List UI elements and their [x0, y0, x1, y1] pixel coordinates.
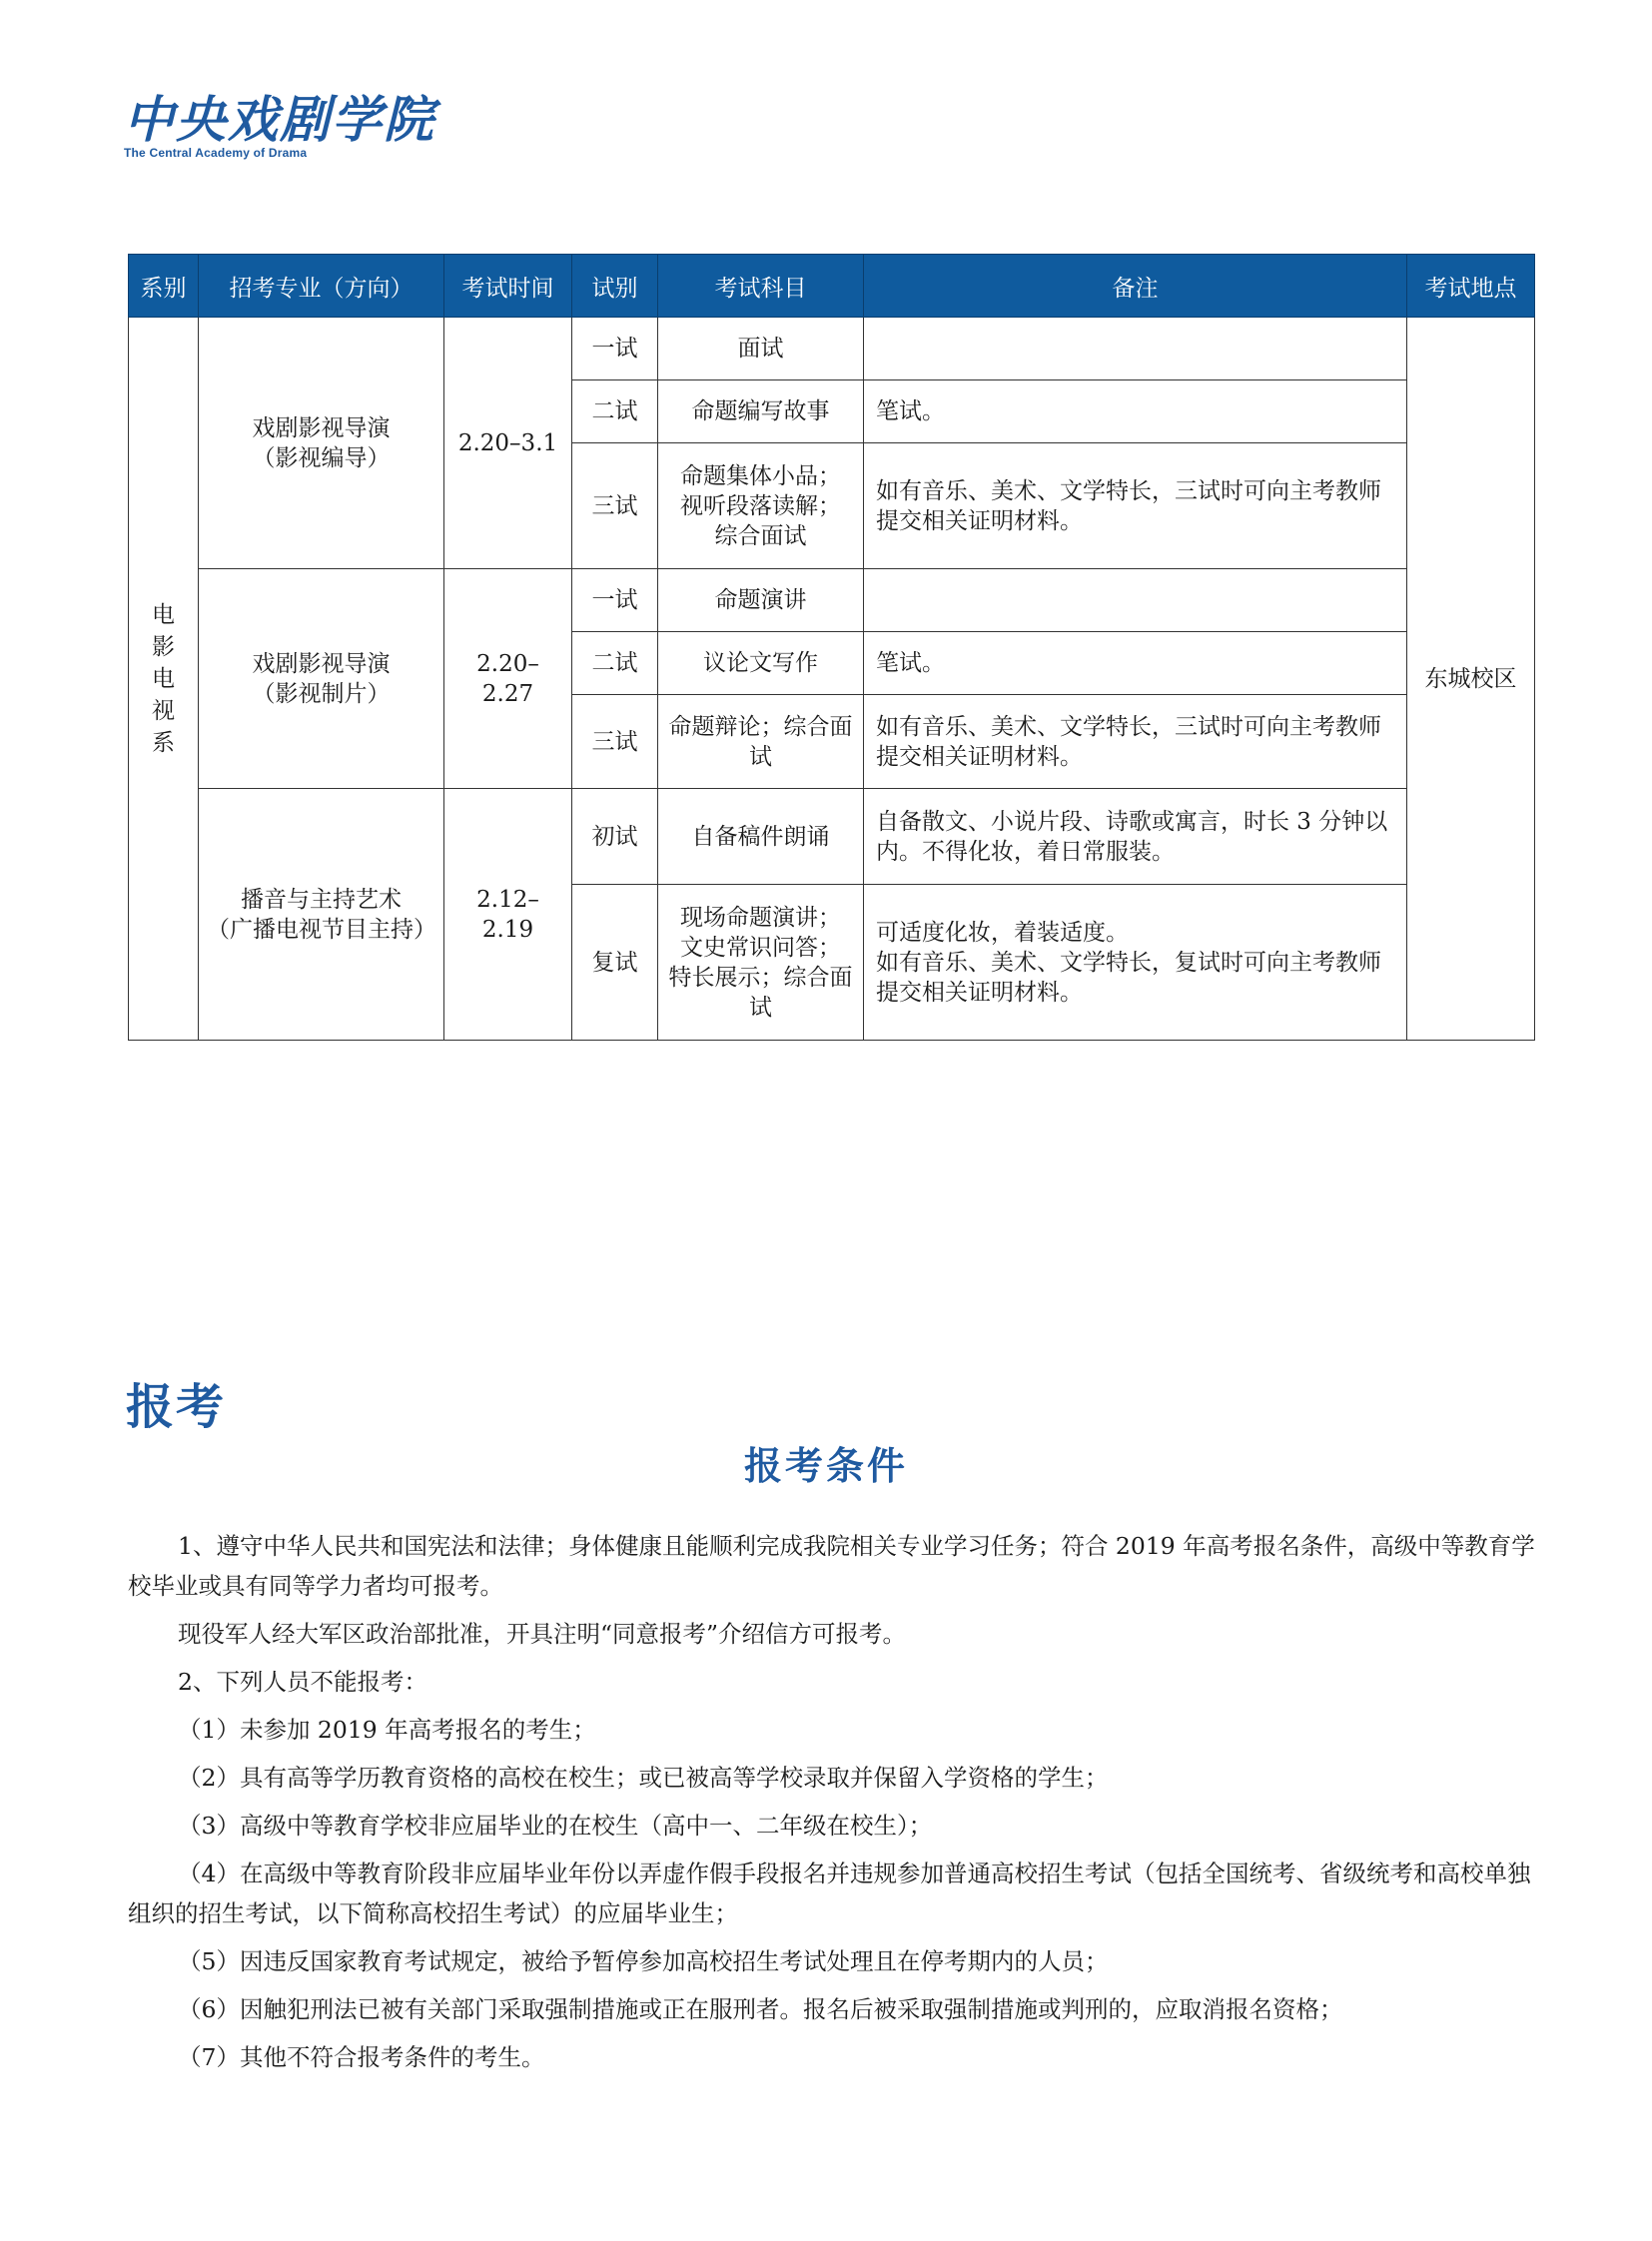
subject-text: 现场命题演讲； 文史常识问答； 特长展示；综合面试	[668, 904, 853, 1021]
exam-time-cell: 2.12–2.19	[444, 789, 572, 1041]
header-time: 考试时间	[444, 255, 572, 318]
major-name: 戏剧影视导演 （影视编导）	[252, 414, 391, 471]
subject-cell: 面试	[658, 318, 864, 380]
subject-cell: 命题演讲	[658, 569, 864, 632]
note-cell: 如有音乐、美术、文学特长，三试时可向主考教师提交相关证明材料。	[864, 443, 1407, 569]
paragraph: （6）因触犯刑法已被有关部门采取强制措施或正在服刑者。报名后被采取强制措施或判刑的，应取消报名资格；	[178, 1995, 1343, 2023]
round-cell: 一试	[572, 569, 658, 632]
major-name: 播音与主持艺术 （广播电视节目主持）	[207, 886, 436, 943]
note-cell	[864, 885, 1407, 1041]
eligibility-text	[128, 1526, 1536, 2085]
dept-name: 电影电视系	[152, 601, 175, 756]
section-title: 报考	[126, 1379, 227, 1435]
table-header-row	[129, 255, 1535, 318]
table-row	[129, 569, 1535, 632]
header-subject: 考试科目	[658, 255, 864, 318]
logo-english-name: The Central Academy of Drama	[124, 146, 308, 160]
subject-cell: 命题编写故事	[658, 380, 864, 443]
logo-chinese-name: 中央戏剧学院	[124, 90, 435, 149]
paragraph: 1、遵守中华人民共和国宪法和法律；身体健康且能顺利完成我院相关专业学习任务；符合 2019 年高考报名条件，高级中等教育学校毕业或具有同等学力者均可报考。	[128, 1532, 1535, 1600]
note-cell: 自备散文、小说片段、诗歌或寓言，时长 3 分钟以内。不得化妆，着日常服装。	[864, 789, 1407, 885]
paragraph: （3）高级中等教育学校非应届毕业的在校生（高中一、二年级在校生）；	[178, 1812, 933, 1840]
table-row	[129, 318, 1535, 380]
round-cell: 三试	[572, 443, 658, 569]
paragraph: 2、下列人员不能报考：	[178, 1668, 427, 1696]
note-text: 可适度化妆，着装适度。 如有音乐、美术、文学特长，复试时可向主考教师提交相关证明材料。	[876, 919, 1381, 1006]
note-cell: 如有音乐、美术、文学特长，三试时可向主考教师提交相关证明材料。	[864, 695, 1407, 789]
subject-cell	[658, 443, 864, 569]
round-cell: 三试	[572, 695, 658, 789]
paragraph: （1）未参加 2019 年高考报名的考生；	[178, 1716, 596, 1744]
round-cell: 复试	[572, 885, 658, 1041]
exam-schedule-table	[128, 254, 1535, 1041]
major-name-cell	[199, 789, 444, 1041]
paragraph: （2）具有高等学历教育资格的高校在校生；或已被高等学校录取并保留入学资格的学生；	[178, 1764, 1109, 1792]
note-cell: 笔试。	[864, 380, 1407, 443]
location-cell: 东城校区	[1407, 318, 1535, 1041]
header-note: 备注	[864, 255, 1407, 318]
subject-cell	[658, 885, 864, 1041]
subject-cell: 命题辩论；综合面试	[658, 695, 864, 789]
note-cell	[864, 569, 1407, 632]
exam-time-cell: 2.20–2.27	[444, 569, 572, 789]
round-cell: 一试	[572, 318, 658, 380]
round-cell: 初试	[572, 789, 658, 885]
table-row	[129, 789, 1535, 885]
dept-cell	[129, 318, 199, 1041]
header-round: 试别	[572, 255, 658, 318]
paragraph: （7）其他不符合报考条件的考生。	[178, 2043, 545, 2071]
major-name-cell	[199, 569, 444, 789]
major-name: 戏剧影视导演 （影视制片）	[252, 650, 391, 707]
paragraph: （5）因违反国家教育考试规定，被给予暂停参加高校招生考试处理且在停考期内的人员；	[178, 1947, 1109, 1975]
subject-cell: 议论文写作	[658, 632, 864, 695]
subject-cell: 自备稿件朗诵	[658, 789, 864, 885]
paragraph: （4）在高级中等教育阶段非应届毕业年份以弄虚作假手段报名并违规参加普通高校招生考试（包括全国统考、省级统考和高校单独组织的招生考试，以下简称高校招生考试）的应届毕业生；	[128, 1860, 1531, 1927]
header-major: 招考专业（方向）	[199, 255, 444, 318]
header-location: 考试地点	[1407, 255, 1535, 318]
exam-time-cell: 2.20–3.1	[444, 318, 572, 569]
note-cell: 笔试。	[864, 632, 1407, 695]
major-name-cell	[199, 318, 444, 569]
section-subtitle: 报考条件	[743, 1444, 908, 1488]
subject-text: 命题集体小品； 视听段落读解； 综合面试	[680, 462, 841, 549]
header-dept: 系别	[129, 255, 199, 318]
paragraph: 现役军人经大军区政治部批准，开具注明“同意报考”介绍信方可报考。	[178, 1620, 907, 1648]
note-cell	[864, 318, 1407, 380]
round-cell: 二试	[572, 380, 658, 443]
round-cell: 二试	[572, 632, 658, 695]
academy-logo	[124, 92, 435, 160]
